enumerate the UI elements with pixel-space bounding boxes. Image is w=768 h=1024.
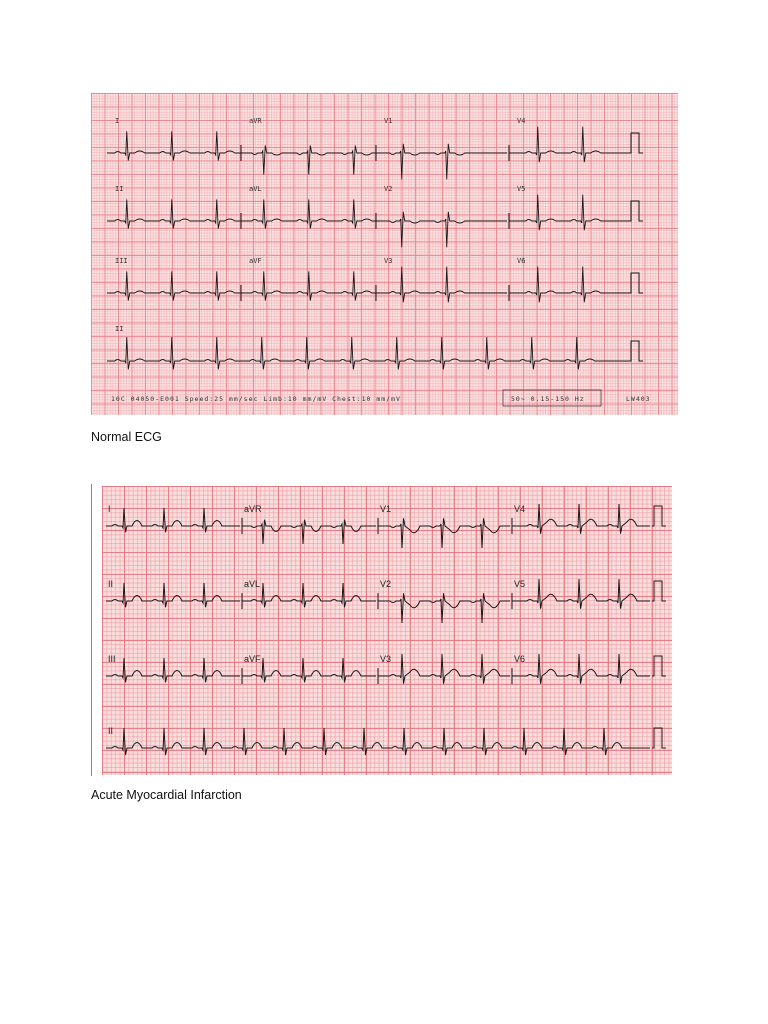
calibration-pulse xyxy=(629,341,643,361)
ecg-ami-strip xyxy=(102,486,672,775)
lead-label: II xyxy=(115,185,124,193)
trace-v3-2 xyxy=(378,654,510,684)
lead-label: V1 xyxy=(384,117,393,125)
trace-v2-1 xyxy=(378,593,510,623)
lead-label: aVR xyxy=(249,117,262,125)
lead-label: V2 xyxy=(384,185,393,193)
trace-v1-0 xyxy=(376,144,507,180)
trace-v4-0 xyxy=(512,504,650,534)
lead-label: II xyxy=(108,726,114,736)
calibration-pulse xyxy=(629,201,643,221)
lead-label: aVR xyxy=(244,504,262,514)
trace-v5-1 xyxy=(509,195,629,231)
ecg-footer-device: LW403 xyxy=(626,395,651,403)
trace-i-0 xyxy=(107,131,246,160)
calibration-pulse xyxy=(652,656,666,676)
lead-label: aVL xyxy=(249,185,262,193)
trace-v2-1 xyxy=(376,212,507,248)
ecg-footer-settings: 10C 04050-E001 Speed:25 mm/sec Limb:10 mm/mV Chest:10 mm/mV xyxy=(111,395,401,403)
lead-label: II xyxy=(115,325,124,333)
ecg-normal-traces xyxy=(91,93,678,415)
trace-iii-2 xyxy=(107,271,246,300)
figure-border-line xyxy=(91,484,92,776)
trace-v6-2 xyxy=(509,267,629,303)
lead-label: V4 xyxy=(514,504,526,514)
trace-v5-1 xyxy=(512,579,650,609)
trace-rhythm-strip xyxy=(106,728,650,755)
ecg-ami-traces xyxy=(102,486,672,775)
lead-label: V4 xyxy=(517,117,526,125)
trace-v6-2 xyxy=(512,654,650,684)
trace-avr-0 xyxy=(242,520,376,544)
calibration-pulse xyxy=(652,581,666,601)
trace-ii-1 xyxy=(107,199,246,228)
lead-label: aVF xyxy=(249,257,262,265)
lead-label: I xyxy=(108,504,111,514)
ecg-footer-filter: 50~ 0.15-150 Hz xyxy=(511,395,585,403)
lead-label: V2 xyxy=(380,579,392,589)
lead-label: aVF xyxy=(244,654,261,664)
lead-label: III xyxy=(108,654,116,664)
calibration-pulse xyxy=(629,133,643,153)
trace-v4-0 xyxy=(509,127,629,163)
trace-v3-2 xyxy=(376,267,507,303)
lead-label: V5 xyxy=(514,579,526,589)
trace-v1-0 xyxy=(378,518,510,548)
lead-label: I xyxy=(115,117,120,125)
caption-acute-mi: Acute Myocardial Infarction xyxy=(91,788,242,802)
calibration-pulse xyxy=(629,273,643,293)
lead-label: V6 xyxy=(514,654,526,664)
trace-i-0 xyxy=(106,508,240,532)
calibration-pulse xyxy=(652,506,666,526)
lead-label: V6 xyxy=(517,257,526,265)
caption-normal-ecg: Normal ECG xyxy=(91,430,162,444)
trace-avf-2 xyxy=(241,271,383,300)
calibration-pulse xyxy=(652,728,666,748)
trace-avr-0 xyxy=(241,145,383,174)
lead-label: V1 xyxy=(380,504,392,514)
trace-avl-1 xyxy=(242,583,376,607)
lead-label: II xyxy=(108,579,114,589)
trace-rhythm-strip xyxy=(107,337,629,369)
lead-label: V3 xyxy=(380,654,392,664)
ecg-normal-strip xyxy=(91,93,678,415)
trace-iii-2 xyxy=(106,658,240,682)
trace-avl-1 xyxy=(241,199,383,228)
lead-label: V3 xyxy=(384,257,393,265)
lead-label: III xyxy=(115,257,128,265)
lead-label: aVL xyxy=(244,579,261,589)
trace-ii-1 xyxy=(106,583,240,607)
trace-avf-2 xyxy=(242,658,376,682)
lead-label: V5 xyxy=(517,185,526,193)
